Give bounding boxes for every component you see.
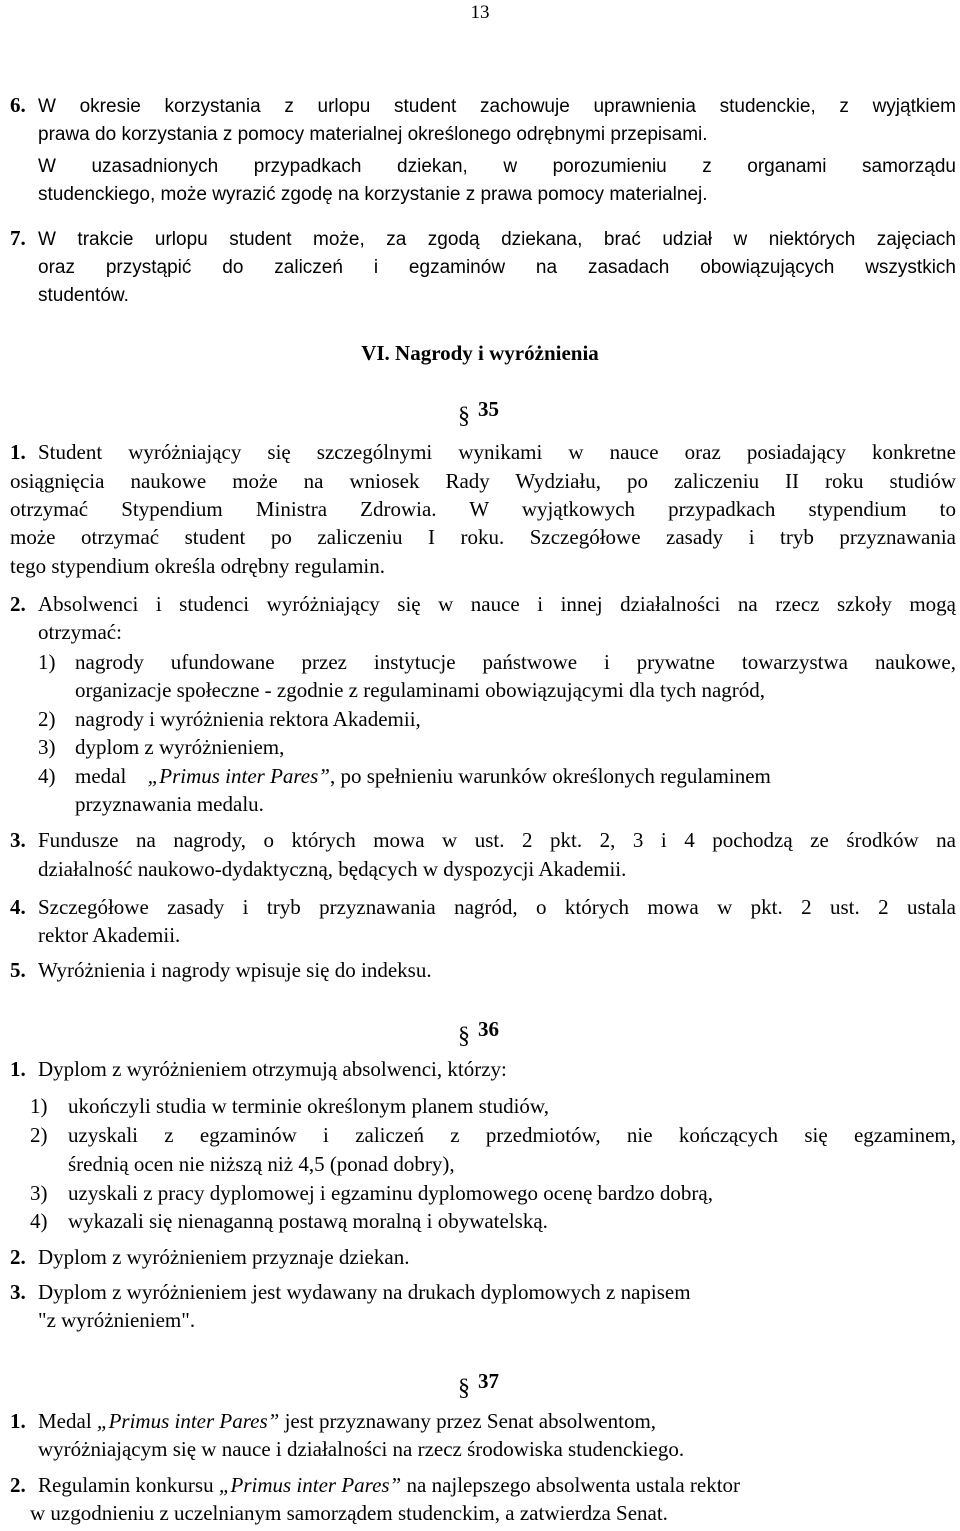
p37-item-1-pre: Medal [38,1409,97,1433]
p35-item-4-number: 4. [10,895,26,919]
p36-sub-1-text: ukończyli studia w terminie określonym planem studiów, [68,1094,549,1118]
p35-sub-1-cont: organizacje społeczne - zgodnie z regulaminami obowiązującymi dla tych nagród, [75,678,766,702]
p36-item-3-line-1: Dyplom z wyróżnieniem jest wydawany na drukach dyplomowych z napisem [38,1280,691,1304]
p36-item-1-number: 1. [10,1057,26,1081]
paragraph-35-heading [458,396,499,429]
p37-item-1-number: 1. [10,1409,26,1433]
p36-sub-3-text: uzyskali z pracy dyplomowej i egzaminu dyplomowego ocenę bardzo dobrą, [68,1181,713,1205]
item-6-line-3: W uzasadnionych przypadkach dziekan, w porozumieniu z organami samorządu [38,156,956,177]
p37-item-2-pre: Regulamin konkursu [38,1473,219,1497]
p35-item-2-number: 2. [10,592,26,616]
p35-sub-4-cont: przyznawania medalu. [75,792,264,816]
p35-item-1-line-1: Student wyróżniający się szczególnymi wynikami w nauce oraz posiadający konkretne [38,440,956,464]
p35-sub-2-number: 2) [38,707,56,731]
p35-item-1-line-3: otrzymać Stypendium Ministra Zdrowia. W wyjątkowych przypadkach stypendium to [10,497,956,521]
p37-item-1-line-1 [38,1408,656,1435]
item-6-line-4: studenckiego, może wyrazić zgodę na korzystanie z prawa pomocy materialnej. [38,184,708,205]
section-sign-icon: § [458,1023,470,1049]
section-sign-icon: § [458,1375,470,1401]
p35-sub-4-post: , po spełnieniu warunków określonych regulaminem [329,764,771,788]
p35-item-1-number: 1. [10,440,26,464]
p35-item-3-number: 3. [10,828,26,852]
p35-item-4-line-1: Szczegółowe zasady i tryb przyznawania nagród, o których mowa w pkt. 2 ust. 2 ustala [38,895,956,919]
paragraph-number: 37 [478,1369,499,1393]
p35-sub-3-text: dyplom z wyróżnieniem, [75,735,285,759]
item-6-line-2: prawa do korzystania z pomocy materialnej określonego odrębnymi przepisami. [38,124,708,145]
item-6-number: 6. [10,93,26,117]
p36-item-2-number: 2. [10,1245,26,1269]
p36-item-2-line-1: Dyplom z wyróżnieniem przyznaje dziekan. [38,1245,410,1269]
item-7-line-3: studentów. [38,285,129,306]
p35-item-4-line-2: rektor Akademii. [38,923,181,947]
p35-sub-4-text [75,763,956,790]
primus-inter-pares-title: „Primus inter Pares” [147,764,330,788]
p37-item-2-line-2: w uzgodnieniu z uczelnianym samorządem studenckim, a zatwierdza Senat. [30,1501,668,1525]
p36-item-3-number: 3. [10,1280,26,1304]
p37-item-2-number: 2. [10,1473,26,1497]
p35-sub-2-text: nagrody i wyróżnienia rektora Akademii, [75,707,421,731]
section-sign-icon: § [458,403,470,429]
p35-item-1-line-4: może otrzymać student po zaliczeniu I roku. Szczegółowe zasady i tryb przyznawania [10,525,956,549]
paragraph-36-heading [458,1016,499,1049]
p36-sub-4-text: wykazali się nienaganną postawą moralną i obywatelską. [68,1209,548,1233]
p35-item-5-line-1: Wyróżnienia i nagrody wpisuje się do indeksu. [38,958,432,982]
p36-sub-3-number: 3) [30,1181,48,1205]
p36-item-3-line-2: "z wyróżnieniem". [38,1308,196,1332]
p35-item-5-number: 5. [10,958,26,982]
p35-item-1-line-5: tego stypendium określa odrębny regulamin. [10,554,385,578]
page-number: 13 [470,2,490,23]
p37-item-1-line-2: wyróżniającym się w nauce i działalności na rzecz środowiska studenckiego. [38,1437,685,1461]
primus-inter-pares-title: „Primus inter Pares” [218,1473,402,1497]
p35-item-3-line-1: Fundusze na nagrody, o których mowa w ust. 2 pkt. 2, 3 i 4 pochodzą ze środków na [38,828,956,852]
p35-sub-3-number: 3) [38,735,56,759]
p36-sub-2-cont: średnią ocen nie niższą niż 4,5 (ponad dobry), [68,1152,455,1176]
item-7-line-2: oraz przystąpić do zaliczeń i egzaminów na zasadach obowiązujących wszystkich [38,257,956,278]
p35-item-1-line-2: osiągnięcia naukowe może na wniosek Rady Wydziału, po zaliczeniu II roku studiów [10,469,956,493]
item-7-number: 7. [10,226,26,250]
p37-item-2-line-1 [38,1472,740,1499]
p35-item-2-line-1: Absolwenci i studenci wyróżniający się w nauce i innej działalności na rzecz szkoły mogą [38,592,956,616]
p36-sub-2-number: 2) [30,1123,48,1147]
p36-item-1-lead: Dyplom z wyróżnieniem otrzymują absolwenci, którzy: [38,1057,507,1081]
p35-item-2-line-2: otrzymać: [38,620,122,644]
p36-sub-4-number: 4) [30,1209,48,1233]
paragraph-37-heading [458,1368,499,1401]
p35-sub-4-pre: medal [75,764,132,788]
primus-inter-pares-title: „Primus inter Pares” [96,1409,280,1433]
paragraph-number: 36 [478,1017,499,1041]
p37-item-2-post: na najlepszego absolwenta ustala rektor [401,1473,741,1497]
section-vi-title: VI. Nagrody i wyróżnienia [361,341,599,365]
p36-sub-1-number: 1) [30,1094,48,1118]
item-6-line-1: W okresie korzystania z urlopu student zachowuje uprawnienia studenckie, z wyjątkiem [38,96,956,117]
p35-item-3-line-2: działalność naukowo-dydaktyczną, będących w dyspozycji Akademii. [38,857,627,881]
p37-item-1-post: jest przyznawany przez Senat absolwentom, [279,1409,657,1433]
p35-sub-1-number: 1) [38,650,56,674]
p36-sub-2-text: uzyskali z egzaminów i zaliczeń z przedmiotów, nie kończących się egzaminem, [68,1123,956,1147]
item-7-line-1: W trakcie urlopu student może, za zgodą dziekana, brać udział w niektórych zajęciach [38,229,956,250]
paragraph-number: 35 [478,397,499,421]
p35-sub-1-text: nagrody ufundowane przez instytucje państwowe i prywatne towarzystwa naukowe, [75,650,956,674]
p35-sub-4-number: 4) [38,764,56,788]
